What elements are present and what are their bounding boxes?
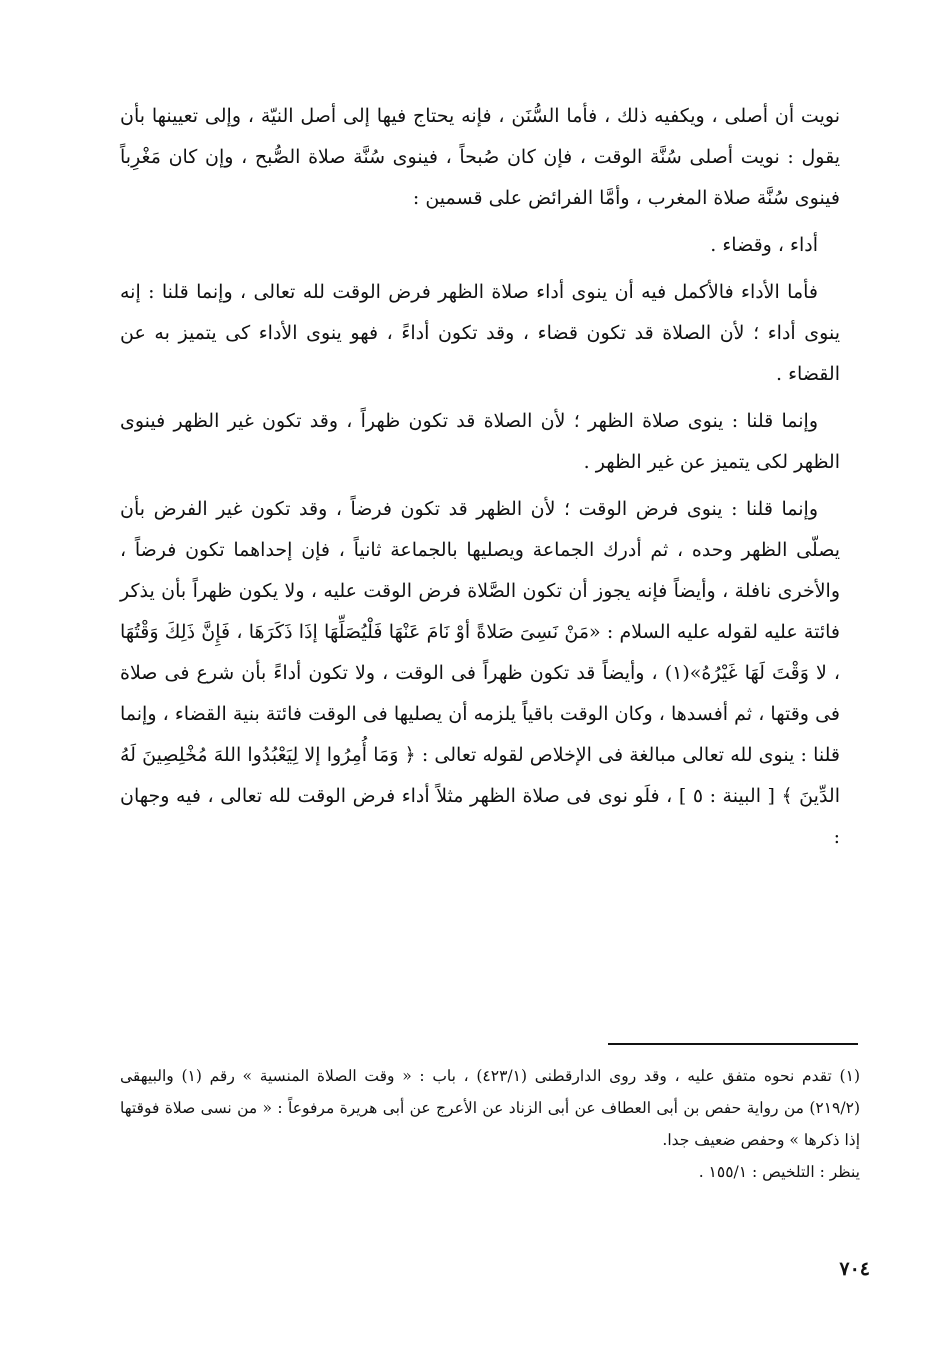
paragraph-4: وإنما قلنا : ينوى صلاة الظهر ؛ لأن الصلاة قد تكون ظهراً ، وقد تكون غير الظهر فينوى الظهر لكى يتميز عن غير الظهر . xyxy=(120,410,840,473)
footnote-divider xyxy=(608,1043,858,1045)
main-text-body xyxy=(120,96,840,864)
footnotes xyxy=(120,1060,860,1188)
page-number: ٧٠٤ xyxy=(839,1258,870,1280)
paragraph-3: فأما الأداء فالأكمل فيه أن ينوى أداء صلاة الظهر فرض الوقت لله تعالى ، وإنما قلنا : إنه ينوى أداء ؛ لأن الصلاة قد تكون قضاء ، وقد تكون أداءً ، فهو ينوى الأداء كى يتميز به عن القضاء . xyxy=(120,281,840,385)
paragraph-1: نويت أن أصلى ، ويكفيه ذلك ، فأما السُّنَن ، فإنه يحتاج فيها إلى أصل النيّة ، وإلى تعيينها بأن يقول : نويت أصلى سُنَّة الوقت ، فإن كان صُبحاً ، فينوى سُنَّة صلاة الصُّبح ، وإن كان مَغْرِباً فينوى سُنَّة صلاة المغرب ، وأمَّا الفرائض على قسمين : xyxy=(120,105,840,209)
footnote-1-reference: ينظر : التلخيص : ١٥٥/١ . xyxy=(698,1163,860,1181)
paragraph-2: أداء ، وقضاء . xyxy=(710,234,818,256)
footnote-1: (١) تقدم نحوه متفق عليه ، وقد روى الدارقطنى (٤٢٣/١) ، باب : « وقت الصلاة المنسية » رقم (١) والبيهقى (٢١٩/٢) من رواية حفص بن أبى العطاف عن أبى الزناد عن الأعرج عن أبى هريرة مرفوعاً : « من نسى صلاة فوقتها إذا ذكرها » وحفص ضعيف جدا. xyxy=(120,1067,860,1149)
paragraph-5: وإنما قلنا : ينوى فرض الوقت ؛ لأن الظهر قد تكون فرضاً ، وقد تكون غير الفرض بأن يصلّى الظهر وحده ، ثم أدرك الجماعة ويصليها بالجماعة ثانياً ، فإن إحداهما تكون فرضاً ، والأخرى نافلة ، وأيضاً فإنه يجوز أن تكون الصَّلاة فرض الوقت عليه ، ولا يكون ظهراً بأن يذكر فائتة عليه لقوله عليه السلام : «مَنْ نَسِىَ صَلاةً أوْ نَامَ عَنْهَا فَلْيُصَلِّهَا إذَا ذَكَرَهَا ، فَإِنَّ ذَلِكَ وَقْتُهَا ، لا وَقْتَ لَهَا غَيْرُهُ»(١) ، وأيضاً قد تكون ظهراً فى الوقت ، ولا تكون أداءً بأن شرع فى صلاة فى وقتها ، ثم أفسدها ، وكان الوقت باقياً يلزمه أن يصليها فى الوقت فائتة بنية القضاء ، وإنما قلنا : ينوى لله تعالى مبالغة فى الإخلاص لقوله تعالى : ﴿ وَمَا أُمِرُوا إلا لِيَعْبُدُوا اللهَ مُخْلِصِينَ لَهُ الدِّينَ ﴾ [ البينة : ٥ ] ، فلَو نوى فى صلاة الظهر مثلاً أداء فرض الوقت لله تعالى ، فيه وجهان : xyxy=(120,498,840,848)
